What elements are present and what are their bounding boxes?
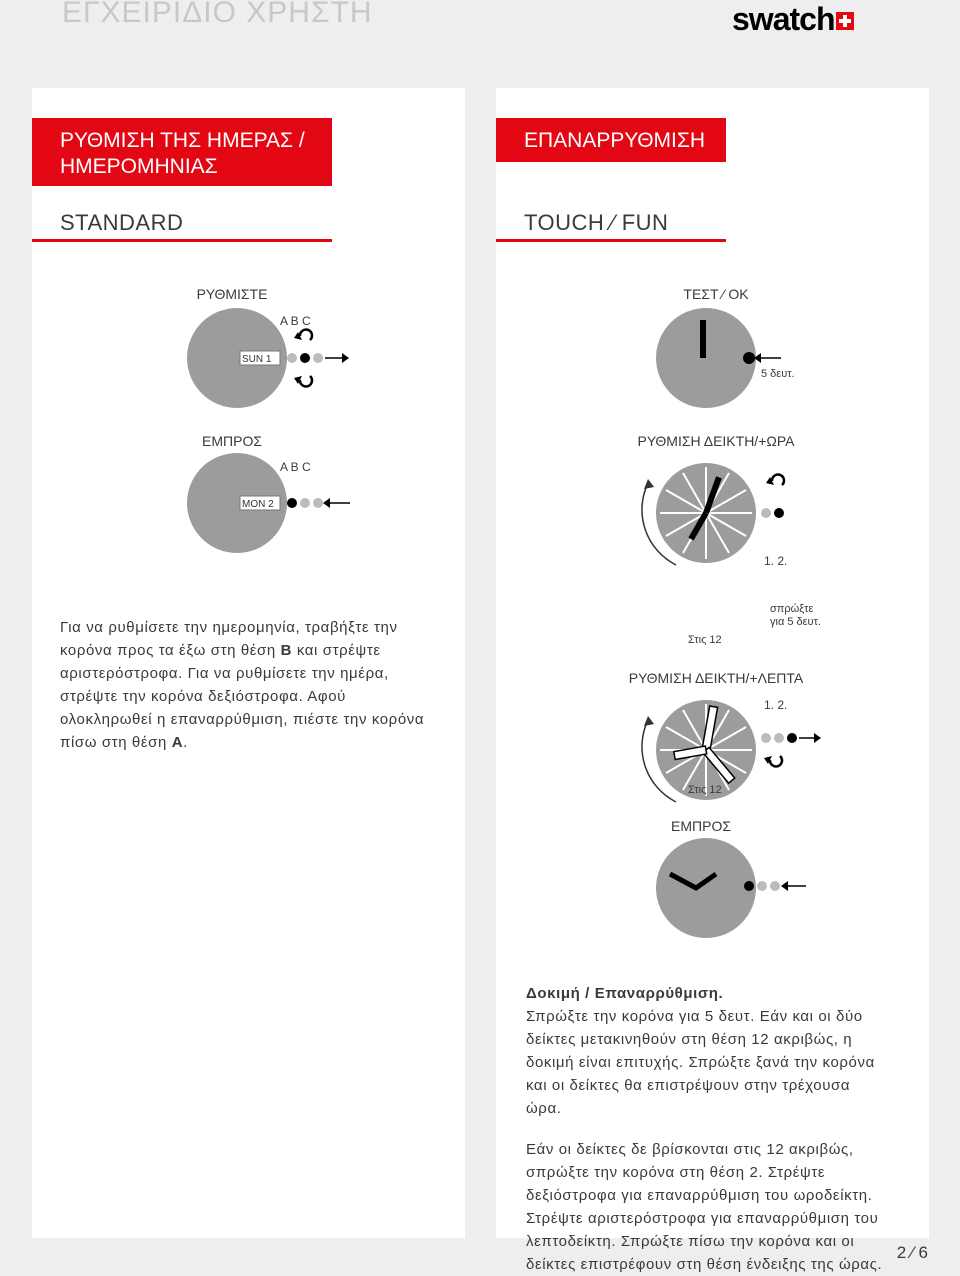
crown-setting-diagram-1 [182,308,362,428]
test-line: Σπρώξτε την κορόνα για 5 δευτ. Εάν και οι δύο [526,1008,863,1025]
left-banner-line-1: ΡΥΘΜΙΣΗ ΤΗΣ ΗΜΕΡΑΣ / [60,129,305,152]
test-instructions [526,982,926,1120]
instruction-line: ολοκληρωθεί η επαναρρύθμιση, πιέστε την κορόνα [60,711,425,728]
hour-setting-caption: ΡΥΘΜΙΣΗ ΔΕΙΚΤΗ/+ΩΡΑ [637,433,795,449]
hour-setting-steps: 1. 2. [764,554,788,568]
left-panel [32,88,465,1238]
instruction-line: Για να ρυθμίσετε την ημερομηνία, τραβήξτε την [60,619,398,636]
fig2-day-window: MON 2 [242,499,274,510]
test-line: ώρα. [526,1100,562,1117]
test-line: δείκτες μετακινηθούν στη θέση 12 ακριβώς, η [526,1031,853,1048]
fig1-caption: ΡΥΘΜΙΣΤΕ [196,286,268,302]
forward-diagram [656,838,816,948]
reset-line: δεξιόστροφα για επαναρρύθμιση του ωροδείκτη. [526,1187,873,1204]
forward-caption: ΕΜΠΡΟΣ [671,818,731,834]
test-diagram [656,308,806,418]
position-a-label: A [171,734,184,751]
minute-setting-diagram [636,688,826,818]
page-number: 2 ⁄ 6 [896,1243,928,1262]
left-instructions [60,616,460,754]
left-banner-line-2: ΗΜΕΡΟΜΗΝΙΑΣ [60,155,218,178]
reset-line: σπρώξτε την κορόνα στη θέση 2. Στρέψτε [526,1164,826,1181]
swatch-logo [732,2,854,36]
instruction-line: αριστερόστροφα. Για να ρυθμίσετε την ημέρα, [60,665,389,682]
reset-instructions [526,1138,926,1276]
test-heading: Δοκιμή / Επαναρρύθμιση. [526,985,724,1002]
reset-line: λεπτοδείκτη. Σπρώξτε πίσω την κορόνα και οι [526,1233,855,1250]
swiss-cross-icon [836,12,854,30]
right-section-title: TOUCH ⁄ FUN [524,210,669,235]
minute-setting-steps: 1. 2. [764,698,788,712]
minute-setting-caption: ΡΥΘΜΙΣΗ ΔΕΙΚΤΗ/+ΛΕΠΤΑ [628,670,804,686]
crown-setting-diagram-2 [182,453,362,563]
instruction-line: στρέψτε την κορόνα δεξιόστροφα. Αφού [60,688,346,705]
fig1-day-window: SUN 1 [242,354,272,365]
test-line: δοκιμή είναι επιτυχής. Σπρώξτε ξανά την κορόνα [526,1054,875,1071]
left-banner [32,118,332,186]
instruction-line: κορόνα προς τα έξω στη θέση B και στρέψτε [60,642,381,659]
left-section-title: STANDARD [60,210,184,235]
fig2-positions: A B C [280,460,311,474]
hour-setting-diagram [636,453,826,583]
test-line: και οι δείκτες θα επιστρέψουν στην τρέχουσα [526,1077,851,1094]
fig2-caption: ΕΜΠΡΟΣ [202,433,262,449]
press-line-2: για 5 δευτ. [770,616,821,628]
fig1-positions: A B C [280,314,311,328]
brand-wordmark: swatch [732,0,835,37]
instruction-line: πίσω στη θέση A. [60,734,188,751]
document-title: ΕΓΧΕΙΡΙΔΙΟ ΧΡΗΣΤΗ [62,0,373,29]
right-section-rule [496,239,726,242]
right-banner: ΕΠΑΝΑΡΡΥΘΜΙΣΗ [496,118,726,162]
minute-setting-at12: Στις 12 [688,784,722,796]
press-line-1: σπρώξτε [770,603,814,615]
left-section-rule [32,239,332,242]
position-b-label: B [280,642,293,659]
reset-line: δείκτες επιστρέφουν στη θέση ένδειξης της ώρας. [526,1256,883,1273]
hour-setting-at12: Στις 12 [688,634,722,646]
test-caption: ΤΕΣΤ ⁄ OK [683,286,749,302]
test-duration: 5 δευτ. [761,368,795,380]
reset-line: Εάν οι δείκτες δε βρίσκονται στις 12 ακριβώς, [526,1141,854,1158]
reset-line: Στρέψτε αριστερόστροφα για επαναρρύθμιση του [526,1210,879,1227]
